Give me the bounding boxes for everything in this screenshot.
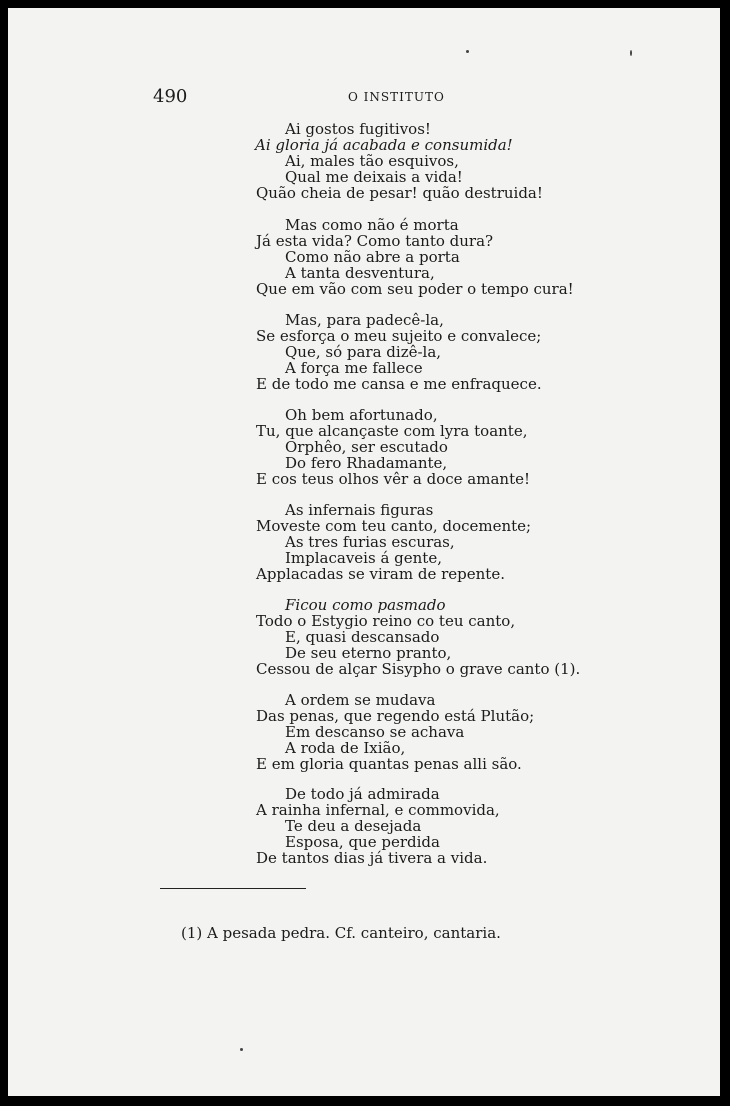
poem-line: Ficou como pasmado	[285, 596, 446, 614]
poem-line: Do fero Rhadamante,	[285, 454, 448, 472]
poem-line: Se esforça o meu sujeito e convalece;	[256, 327, 542, 345]
poem-line: Como não abre a porta	[285, 248, 460, 266]
poem-line: De tantos dias já tivera a vida.	[256, 849, 488, 867]
running-title: O INSTITUTO	[348, 90, 445, 104]
poem-line: E cos teus olhos vêr a doce amante!	[256, 470, 531, 488]
poem-line: Ai gloria já acabada e consumida!	[255, 136, 513, 154]
poem-line: Implacaveis á gente,	[285, 549, 442, 567]
poem-line: Qual me deixais a vida!	[285, 168, 463, 186]
poem-line: Cessou de alçar Sisypho o grave canto (1).	[256, 660, 581, 678]
poem-line: A roda de Ixião,	[285, 739, 406, 757]
page-number: 490	[153, 86, 188, 107]
poem-line: A ordem se mudava	[285, 691, 436, 709]
poem-line: De todo já admirada	[285, 785, 440, 803]
book-page	[8, 8, 720, 1096]
poem-line: Tu, que alcançaste com lyra toante,	[256, 422, 528, 440]
poem-line: E, quasi descansado	[285, 628, 440, 646]
poem-line: Oh bem afortunado,	[285, 406, 438, 424]
poem-line: A tanta desventura,	[285, 264, 435, 282]
footnote-rule	[160, 888, 306, 889]
poem-line: A rainha infernal, e commovida,	[256, 801, 500, 819]
poem-line: Em descanso se achava	[285, 723, 465, 741]
poem-line: Já esta vida? Como tanto dura?	[256, 232, 494, 250]
poem-line: Te deu a desejada	[285, 817, 422, 835]
poem-line: Mas como não é morta	[285, 216, 459, 234]
poem-line: Moveste com teu canto, docemente;	[256, 517, 532, 535]
poem-line: Todo o Estygio reino co teu canto,	[256, 612, 516, 630]
poem-line: Orphêo, ser escutado	[285, 438, 448, 456]
poem-line: Que em vão com seu poder o tempo cura!	[256, 280, 574, 298]
print-speck	[630, 50, 632, 56]
print-speck	[240, 1048, 243, 1051]
poem-line: E de todo me cansa e me enfraquece.	[256, 375, 542, 393]
poem-line: As tres furias escuras,	[285, 533, 455, 551]
poem-line: A força me fallece	[285, 359, 423, 377]
poem-line: Ai gostos fugitivos!	[285, 120, 431, 138]
poem-line: Quão cheia de pesar! quão destruida!	[256, 184, 543, 202]
print-speck	[466, 50, 469, 53]
poem-line: Ai, males tão esquivos,	[285, 152, 459, 170]
poem-line: Mas, para padecê-la,	[285, 311, 444, 329]
poem-line: Applacadas se viram de repente.	[256, 565, 505, 583]
poem-line: De seu eterno pranto,	[285, 644, 452, 662]
poem-line: Esposa, que perdida	[285, 833, 440, 851]
poem-line: Que, só para dizê-la,	[285, 343, 442, 361]
page-header	[8, 86, 720, 110]
poem-line: E em gloria quantas penas alli são.	[256, 755, 522, 773]
poem-line: Das penas, que regendo está Plutão;	[256, 707, 535, 725]
poem-line: As infernais figuras	[285, 501, 434, 519]
footnote: (1) A pesada pedra. Cf. canteiro, cantaria.	[181, 924, 501, 942]
